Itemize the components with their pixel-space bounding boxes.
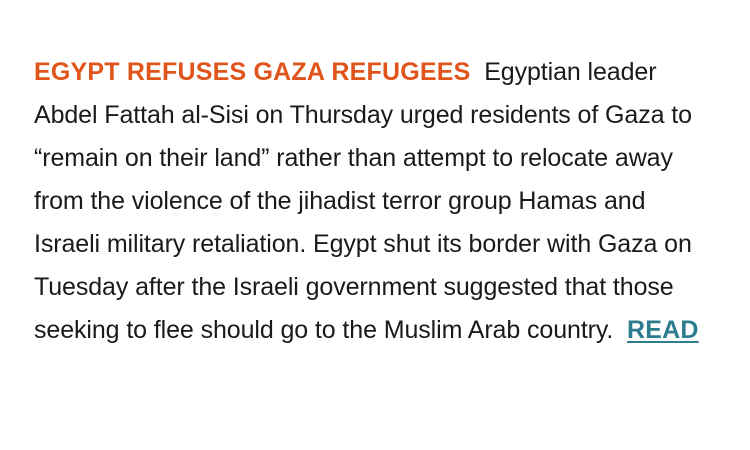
read-more-link[interactable]: READ bbox=[627, 316, 699, 344]
body-link-spacer bbox=[613, 316, 627, 344]
headline-body-spacer bbox=[470, 58, 484, 86]
article-body-text: Egyptian leader Abdel Fattah al-Sisi on Thursday urged residents of Gaza to “remain on their land” rather than attempt to relocate away from the violence of the jihadist terror group Hamas and Israeli military retaliation. Egypt shut its border with Gaza on Tuesday after the Israeli government suggested that those seeking to flee should go to the Muslim Arab country. bbox=[34, 58, 692, 344]
article-paragraph bbox=[34, 51, 716, 352]
article-headline: EGYPT REFUSES GAZA REFUGEES bbox=[34, 58, 471, 86]
